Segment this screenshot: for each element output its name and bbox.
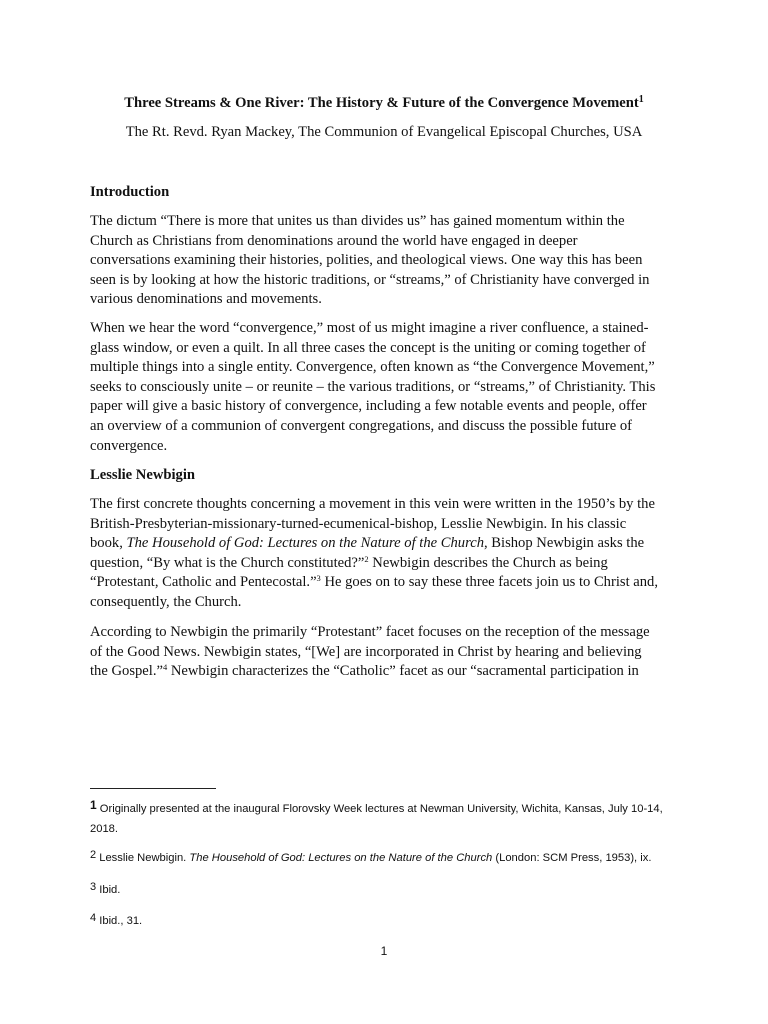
footnote-ref-4[interactable]: 4 [162,662,168,673]
title-footnote-mark: 1 [638,94,644,105]
text-line: conversations examining their histories, polities, and theological views. One way this has been [90,252,643,269]
text-span: book, [90,535,127,552]
footnote-text: Ibid., 31. [96,915,143,927]
footnote-text: (London: SCM Press, 1953), ix. [492,852,652,864]
text-line: of the Good News. Newbigin states, “[We] are incorporated in Christ by hearing and believing [90,643,642,660]
footnote-text: Originally presented at the inaugural Florovsky Week lectures at Newman University, Wichita, Kansas, July 10-14, [96,803,663,815]
text-line: consequently, the Church. [90,593,242,610]
document-title [0,94,768,112]
footnote-3 [90,880,690,900]
text-line: Church as Christians from denominations around the world have engaged in deeper [90,232,578,249]
newbigin-paragraph-2 [90,623,682,682]
newbigin-heading: Lesslie Newbigin [90,467,195,483]
text-line: glass window, or even a quilt. In all three cases the concept is the uniting or coming together of [90,339,646,356]
newbigin-section [90,466,682,486]
footnote-line: 2018. [90,823,118,835]
book-title: The Household of God: Lectures on the Nature of the Church [126,535,484,552]
footnote-mark: 1 [90,798,97,812]
text-line: The first concrete thoughts concerning a movement in this vein were written in the 1950’s by the [90,496,655,512]
footnote-line [90,911,690,931]
text-line: an overview of a communion of convergent congregations, and discuss the possible future of [90,417,632,434]
text-span: question, “By what is the Church constituted?” [90,554,365,571]
introduction-heading: Introduction [90,184,170,200]
text-line: When we hear the word “convergence,” most of us might imagine a river confluence, a stained- [90,320,649,336]
text-line: seen is by looking at how the historic traditions, or “streams,” of Christianity have converged in [90,271,650,288]
text-span: He goes on to say these three facets join us to Christ and, [320,574,658,591]
text-line: paper will give a basic history of convergence, including a few notable events and people, offer [90,398,647,415]
footnote-2 [90,848,690,868]
footnote-4 [90,911,690,931]
text-line: multiple things into a single entity. Convergence, often known as “the Convergence Movement,” [90,359,655,376]
footnote-line [90,848,690,868]
footnote-book-title: The Household of God: Lectures on the Nature of the Church [189,852,493,864]
footnote-line [90,799,690,819]
footnote-ref-3[interactable]: 3 [316,573,321,584]
page-number: 1 [380,944,388,958]
text-line [90,554,682,574]
introduction-section [90,183,682,203]
introduction-paragraph-2 [90,319,682,456]
introduction-paragraph-1 [90,212,682,310]
footnote-separator [90,788,216,789]
text-span: Newbigin characterizes the “Catholic” facet as our “sacramental participation in [167,663,639,680]
text-line: The dictum “There is more that unites us than divides us” has gained momentum within the [90,213,625,229]
text-line: According to Newbigin the primarily “Protestant” facet focuses on the reception of the message [90,624,650,640]
footnote-mark: 2 [90,849,97,861]
text-line [90,662,682,682]
newbigin-paragraph-1 [90,495,682,613]
text-line [90,534,682,554]
footnote-text: Ibid. [96,884,121,896]
text-span: the Gospel.” [90,663,163,680]
text-span: , Bishop Newbigin asks the [484,535,645,552]
title-text: Three Streams & One River: The History & Future of the Convergence Movement [124,95,639,111]
text-line: various denominations and movements. [90,291,322,308]
text-line: convergence. [90,437,168,454]
footnote-1 [90,799,690,839]
text-span: Newbigin describes the Church as being [368,554,608,571]
text-line [90,573,682,593]
footnote-mark: 4 [90,912,97,924]
text-line: seeks to consciously unite – or reunite – the various traditions, or “streams,” of Christianity. This [90,378,656,395]
footnote-line [90,880,690,900]
footnote-text: Lesslie Newbigin. [96,852,190,864]
footnote-mark: 3 [90,881,97,893]
author-line: The Rt. Revd. Ryan Mackey, The Communion of Evangelical Episcopal Churches, USA [125,124,643,140]
text-line: British-Presbyterian-missionary-turned-ecumenical-bishop, Lesslie Newbigin. In his classic [90,515,627,532]
footnote-ref-2[interactable]: 2 [364,553,369,564]
text-span: “Protestant, Catholic and Pentecostal.” [90,574,317,591]
